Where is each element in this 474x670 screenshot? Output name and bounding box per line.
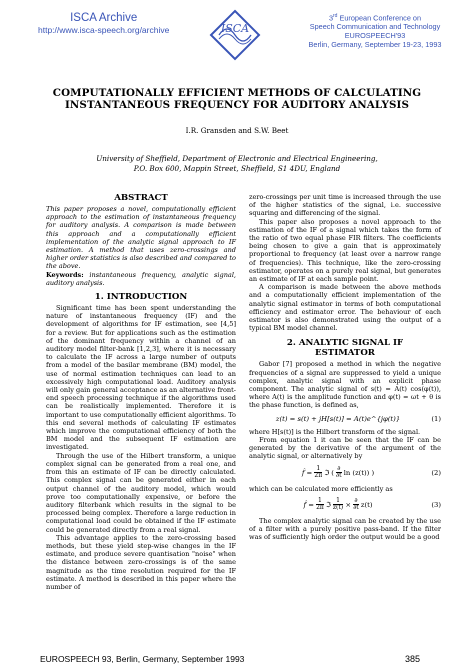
paper-authors: I.R. Gransden and S.W. Beet — [185, 126, 289, 135]
intro-paragraph-1: Significant time has been spent understanding the nature of instantaneous frequency (IF) and the development of algorithms for IF estimation, see [4,5] for a review. But for applications such as the estimation of the dominant frequency within a channel of an auditory model filter-bank [1,2,3], where it is necessary to calculate the IF across a large number of outputs from a model of the basilar membrane (BM) model, the use of normal estimation techniques can lead to an excessively high computational load. Auditory analysis will only gain general acceptance as an alternative front-end speech processing technique if the algorithms used can be realistically implemented. Therefore it is important to use computationally efficient algorithms. To this end several methods of calculating IF estimates which improve the computational efficiency of both the BM model and the subsequent IF estimation are investigated. — [46, 304, 236, 452]
left-column — [46, 193, 236, 591]
equation-2 — [249, 466, 441, 480]
abstract-text: This paper proposes a novel, computationally efficient approach to the estimation of instantaneous frequency for auditory analysis. A comparison is made between this approach and a computationally efficient implementation of the analytic signal approach to IF estimation. A method that uses zero-crossings and higher order statistics is also described and compared to the above. — [46, 205, 236, 271]
affiliation-line-2: P.O. Box 600, Mappin Street, Sheffield, S1 4DU, England — [133, 163, 341, 173]
footer-conference: EUROSPEECH 93, Berlin, Germany, September 1993 — [40, 654, 245, 664]
right-paragraph-2: This paper also proposes a novel approach to the estimation of the IF of a signal which takes the form of the ratio of two equal phase FIR filters. The coefficients being chosen to give a gain that is approximately proportional to frequency (at least over a narrow range of frequencies). This technique, like the zero-crossing estimator, operates on a purely real signal, but generates an estimate of IF at each sample point. — [249, 217, 441, 284]
equation-1-expression: z(t) = s(t) + jH[s(t)] = A(t)e^{jφ(t)} — [275, 414, 401, 423]
section-2-paragraph-2: where H[s(t)] is the Hilbert transform of the signal. — [249, 427, 421, 436]
isca-logo-icon — [208, 8, 262, 62]
section-2-paragraph-4: which can be calculated more efficiently as — [249, 484, 393, 493]
affiliation-line-1: University of Sheffield, Department of Electronic and Electrical Engineering, — [96, 154, 378, 163]
page-number: 385 — [405, 654, 421, 664]
equation-3-number: (3) — [431, 500, 441, 509]
equation-1 — [249, 415, 441, 423]
paper-title-line-1: COMPUTATIONALLY EFFICIENT METHODS OF CALCULATING — [52, 87, 422, 99]
conference-line-3: EUROSPEECH'93 — [344, 30, 406, 40]
equation-1-number: (1) — [431, 414, 441, 423]
isca-archive-url[interactable]: http://www.isca-speech.org/archive — [38, 25, 170, 35]
right-paragraph-1: zero-crossings per unit time is increased through the use of the higher statistics of the signal, i.e. successive squaring and differencing of the signal. — [249, 193, 441, 218]
conference-line-2: Speech Communication and Technology — [309, 22, 441, 32]
section-2-paragraph-1: Gabor [7] proposed a method in which the negative frequencies of a signal are suppressed to yield a unique complex, analytic signal with an explicit phase component. The analytic signal of s(t) = A(t) cos(φ(t)), where A(t) is the amplitude function and φ(t) = ωt + θ is the phase function, is defined as, — [249, 360, 441, 410]
abstract-heading: ABSTRACT — [114, 193, 168, 203]
section-2-paragraph-5: The complex analytic signal can be created by the use of a filter with a purely positive pass-band. If the filter was of sufficiently high order the output would be a good — [249, 516, 441, 542]
isca-archive-header — [38, 12, 169, 35]
paper-affiliation — [40, 154, 434, 173]
section-2-heading: 2. ANALYTIC SIGNAL IF ESTIMATOR — [286, 338, 404, 359]
paper-title — [40, 88, 434, 111]
section-2-paragraph-3: From equation 1 it can be seen that the IF can be generated by the derivative of the argument of the analytic signal, or alternatively by — [249, 436, 441, 461]
conference-header — [305, 12, 445, 49]
isca-archive-title: ISCA Archive — [70, 12, 138, 24]
logo-text: ISCA — [220, 22, 250, 35]
intro-paragraph-3: This advantage applies to the zero-crossing based methods, but these yield step-wise changes in the IF estimate, and produce severe quantisation "noise" when the distance between zero-crossings is of the same magnitude as the time resolution required for the IF estimate. A method is described in this paper where the number of — [46, 533, 236, 591]
conference-line-4: Berlin, Germany, September 19-23, 1993 — [308, 39, 442, 49]
equation-2-expression: f̂ = $\frac{1}{2\pi}$ ℑ ( $\frac{\partial}{\partial t}$ ln (z(t)) ) — [301, 464, 375, 480]
intro-paragraph-2: Through the use of the Hilbert transform, a unique complex signal can be generated from a real one, and from this an estimate of IF can be directly calculated. This complex signal can be generated either in each output channel of the auditory model, which would prove too computationally expensive, or before the auditory filterbank which results in the signal to be processed being complex. Therefore a large reduction in computational load could be obtained if the IF estimate could be generated directly from a real signal. — [46, 451, 236, 534]
keywords — [46, 271, 236, 287]
equation-3-expression: f̂ = $\frac{1}{2\pi}$ ℑ $\frac{1}{z(t)}$ × $\frac{\partial}{\partial t}$ z(t) — [303, 496, 373, 512]
right-paragraph-3: A comparison is made between the above methods and a computationally efficient implementation of the analytic signal estimator in terms of both computational efficiency and estimator error. The behaviour of each estimator is also demonstrated using the output of a typical BM model channel. — [249, 283, 441, 333]
equation-3 — [249, 498, 441, 512]
right-column — [249, 193, 441, 542]
intro-heading: 1. INTRODUCTION — [94, 292, 188, 303]
equation-2-number: (2) — [431, 468, 441, 477]
conference-line-1: 3rd European Conference on — [328, 13, 422, 23]
keywords-label: Keywords: — [46, 270, 84, 279]
keywords-text: instantaneous frequency, analytic signal, auditory analysis. — [46, 270, 236, 287]
paper-title-line-2: INSTANTANEOUS FREQUENCY FOR AUDITORY ANALYSIS — [65, 98, 409, 111]
